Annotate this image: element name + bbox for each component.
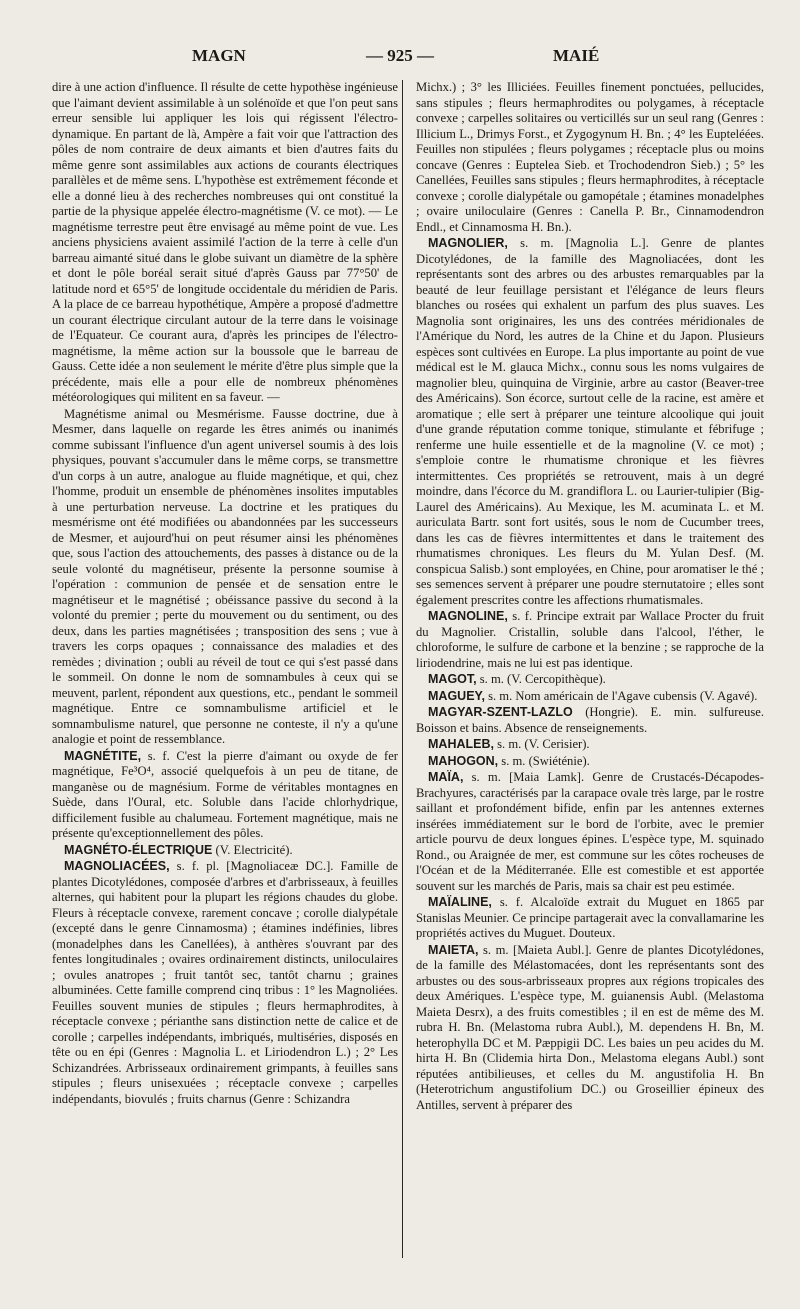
headword: MAGNÉTITE, — [64, 748, 142, 763]
entry-magyar-szent-lazlo — [416, 705, 764, 736]
definition: (Hongrie). E. min. sulfureuse. Boisson et bains. Absence de renseignements. — [416, 705, 764, 735]
definition: s. m. [Magnolia L.]. Genre de plantes Dicotylédones, de la famille des Magnoliacées, dont les représentants sont des arbres ou des arbustes remarquables par la beauté de leur feuillage persistant et l'élégance de leurs fleurs blanches ou rosées qui exhalent un parfum des plus suaves. Les Magnolia sont originaires, les uns des contrées méridionales de l'Amérique du Nord, les autres de la Chine et du Japon. Plusieurs espèces sont cultivées en Europe. La plus importante au point de vue médical est le M. glauca Michx., connu sous les noms vulgaires de magnolier bleu, quinquina de Virginie, arbre au castor (Beaver-tree des Américains). Son écorce, surtout celle de la racine, est amère et aromatique ; elle sert à préparer une teinture alcoolique qui jouit d'une grande réputation comme tonique, stimulante et fébrifuge ; renferme une huile essentielle et de la magnoline (V. ce mot) ; s'emploie contre le rhumatisme chronique et les fièvres intermittentes. Ces propriétés se retrouvent, mais à un degré moindre, dans l'écorce du M. grandiflora L. ou Laurier-tulipier (Big-Laurel des Américains). Au Mexique, les M. acuminata L. et M. auriculata Bartr. sont fort usités, sous le nom de Cucumber trees, dans les cas de fièvres intermittentes et dans le traitement des rhumatismes chroniques. Les fleurs du M. Yulan Desf. (M. conspicua Salisb.) sont employées, en Chine, pour aromatiser le thé ; ses semences servent à préparer une poudre sternutatoire ; elles sont également prescrites contre les affections rhumatismales. — [416, 236, 764, 607]
headword: MAHALEB, — [428, 737, 494, 751]
entry-maialine — [416, 895, 764, 942]
entry-maia — [416, 770, 764, 894]
headword: MAÏALINE, — [428, 895, 492, 909]
entry-mahaleb — [416, 737, 764, 753]
magnoliacees-continuation: Michx.) ; 3° les Illiciées. Feuilles finement ponctuées, pellucides, sans stipules ; fleurs hermaphrodites ou polygames, à réceptacle convexe ; carpelles solitaires ou verticillés sur un seul rang (Genres : Illicium L., Drimys Forst., et Zygogynum H. Bn. ; 4° les Eupteléées. Feuilles non stipulées ; fleurs polygames ; réceptacle plus ou moins concave (Genres : Euptelea Sieb. et Trochodendron Sieb.) ; 5° les Canellées, Feuilles sans stipules ; fleurs hermaphrodites, à réceptacle convexe ; corolle dialypétale ou gamopétale ; étamines monadelphes ; ovaire uniloculaire (Genres : Canella P. Br., Cinnamodendron Endl., et Cinnamosma H. Bn.). — [416, 80, 764, 234]
definition: s. m. (V. Cerisier). — [497, 737, 590, 751]
headword: MAGNÉTO-ÉLECTRIQUE — [64, 842, 213, 857]
headword: MAGOT, — [428, 672, 477, 686]
definition: s. f. pl. [Magnoliaceæ DC.]. Famille de plantes Dicotylédones, composée d'arbres et d'arbrisseaux, à feuilles alternes, qui habitent pour la plupart les régions chaudes du globe. Fleurs à réceptacle convexe, rarement concave ; corolle dialypétale (excepté dans le genre Cinnamosma) ; étamines indéfinies, libres (monadelphes dans les Canellées), à anthères s'ouvrant par des fentes longitudinales ; ovaires ordinairement distincts, uniloculaires ; ovules anatropes ; fruit tantôt sec, tantôt charnu ; graines albuminées. Cette famille comprend cinq tribus : 1° les Magnoliées. Feuilles souvent munies de stipules ; fleurs hermaphrodites, à réceptacle convexe ; périanthe sans distinction nette de calice et de corolle ; carpelles indépendants, imbriqués, multiséries, disposés en tête ou en épi (Genres : Magnolia L. et Liriodendron L.) ; 2° Les Schizandrées. Arbrisseaux ordinairement grimpants, à feuilles sans stipules ; fleurs unisexuées ; réceptacle convexe ; carpelles indépendants, biovulés ; fruits charnus (Genre : Schizandra — [52, 859, 398, 1106]
entry-mahogon — [416, 754, 764, 770]
headword: MAÏA, — [428, 770, 464, 784]
definition: s. m. (Swiéténie). — [501, 753, 590, 768]
header-left-guideword: MAGN — [192, 46, 246, 65]
definition: s. m. (V. Cercopithèque). — [479, 672, 606, 686]
headword: MAIETA, — [428, 942, 479, 957]
entry-magnolier — [416, 236, 764, 608]
headword: MAGYAR-SZENT-LAZLO — [428, 705, 573, 719]
running-header — [0, 40, 800, 70]
headword: MAGNOLIACÉES, — [64, 859, 170, 873]
left-column — [52, 80, 398, 1260]
definition: s. f. Principe extrait par Wallace Procter du fruit du Magnolier. Cristallin, soluble dans l'alcool, l'éther, le chloroforme, le sulfure de carbone et la benzine ; se rapproche de la liriodendrine, mais ne lui est pas identique. — [416, 609, 764, 670]
headword: MAGNOLINE, — [428, 609, 508, 623]
entry-maieta — [416, 943, 764, 1114]
headword: MAGUEY, — [428, 688, 485, 703]
entry-magneto-electrique — [52, 843, 398, 859]
page-number: — 925 — — [366, 46, 434, 65]
entry-magnoliacees — [52, 859, 398, 1107]
right-column — [416, 80, 764, 1260]
headword: MAGNOLIER, — [428, 236, 508, 250]
magnetisme-animal-paragraph: Magnétisme animal ou Mesmérisme. Fausse doctrine, due à Mesmer, dans laquelle on regarde les êtres animés ou inanimés comme subissant l'influence d'un agent universel soumis à des lois physiques, pouvant s'accumuler dans le même corps, se transmettre d'un corps à un autre, analogue au fluide magnétique, et qui, chez l'homme, produit un ensemble de phénomènes insolites imputables à une perturbation nerveuse. La doctrine et les pratiques du mesmérisme ont été modifiées ou abandonnées par les successeurs de Mesmer, et aujourd'hui on peut résumer ainsi les phénomènes que, sous l'action des attouchements, des passes à distance ou de la seule volonté du magnétiseur, présente la personne soumise à l'opération : communion de pensée et de sensation entre le magnétiseur et le magnétisé ; obéissance passive du second à la volonté du premier ; perte du mouvement ou du sentiment, ou des deux, dans les parties magnétisées ; transposition des sens ; vue à travers les corps opaques ; connaissance des maladies et des remèdes ; divination ; oubli au réveil de tout ce qui s'est passé dans le sommeil. On donne le nom de somnambules à ceux qui se meuvent, parlent, répondent aux questions, etc., pendant le sommeil magnétique. Entre ce somnambulisme artificiel et le somnambulisme naturel, que personne ne conteste, il n'y a qu'une analogie et point de ressemblance. — [52, 406, 398, 746]
header-right-guideword: MAIÉ — [553, 46, 600, 65]
headword: MAHOGON, — [428, 753, 499, 768]
definition: s. f. C'est la pierre d'aimant ou oxyde de fer magnétique, Fe³O⁴, associé quelquefois à un peu de titane, de manganèse ou de magnésium. Forme de véritables montagnes en Suède, dans l'Oural, etc. Soluble dans l'acide chlorhydrique, difficilement fusible au chalumeau. Fortement magnétique, mais ne présente qu'exceptionnellement des pôles. — [52, 748, 398, 840]
column-divider — [402, 80, 403, 1258]
entry-magot — [416, 672, 764, 688]
definition: s. m. Nom américain de l'Agave cubensis (V. Agavé). — [488, 688, 758, 703]
definition: s. f. Alcaloïde extrait du Muguet en 1865 par Stanislas Meunier. Ce principe partagerait avec la convallamarine les propriétés actives du Muguet. Douteux. — [416, 895, 764, 940]
entry-magnetite — [52, 749, 398, 842]
definition: s. m. [Maieta Aubl.]. Genre de plantes Dicotylédones, de la famille des Mélastomacées, dont les représentants sont des arbustes ou des sous-arbrisseaux propres aux régions tropicales des deux Amériques. L'espèce type, M. guianensis Aubl. (Melastoma Maieta Desrx), a des fruits comestibles ; il en est de même des M. rubra H. Bn. (Melastoma rubra Aubl.), M. dependens H. Bn, M. heterophylla DC et M. Pæppigii DC. Les baies un peu acides du M. hirta H. Bn (Clidemia hirta Don., Melastoma elegans Aubl.) sont réputées antibilieuses, et celles du M. angustifolia H. Bn (Heterotrichum angustifolium DC.) ou Groseillier épineux des Antilles, servent à préparer des — [416, 942, 764, 1112]
entry-magnoline — [416, 609, 764, 671]
definition: s. m. [Maia Lamk]. Genre de Crustacés-Décapodes-Brachyures, caractérisés par la carapace ovale très large, par le rostre saillant et profondément bifide, enfin par les antennes externes insérées immédiatement sur le bord de l'orbite, avec le premier article pourvu de deux longues épines. L'espèce type, M. squinado Rond., ou Araignée de mer, est commune sur les côtes rocheuses de l'Océan et de la Méditerranée. Elle est comestible et est apportée souvent sur les marchés de Paris, mais sa chair est peu estimée. — [416, 770, 764, 893]
entry-maguey — [416, 689, 764, 705]
magnetisme-continuation: dire à une action d'influence. Il résulte de cette hypothèse ingénieuse que l'aimant devient assimilable à un solénoïde et que l'on peut sans erreur sensible lui appliquer les lois qui régissent l'électro-dynamique. En partant de là, Ampère a fait voir que l'attraction des pôles de nom contraire de deux aimants et bien d'autres faits du même genre sont assimilables aux actions de courants électriques parallèles et de même sens. L'hypothèse est extrêmement féconde et elle a donné lieu à des recherches nombreuses qui ont constitué la partie de la physique appelée électro-magnétisme (V. ce mot). — Le magnétisme terrestre peut être envisagé au même point de vue. Les anciens physiciens avaient assimilé l'action de la terre à celle d'un barreau aimanté situé dans le globe suivant un diamètre de la sphère et dont le pôle boréal serait situé d'après Gauss par 77°50' de latitude nord et 65°5' de longitude occidentale du méridien de Paris. A la place de ce barreau hypothétique, Ampère a proposé d'admettre un courant électrique circulant autour de la terre dans le voisinage de l'Equateur. Ce courant aura, d'après les principes de l'électro-magnétisme, la même action sur la boussole que le barreau de Gauss. Cette idée a non seulement le mérite d'être plus simple que la précédente, mais elle a pour elle de nombreux phénomènes météorologiques qui militent en sa faveur. — — [52, 80, 398, 404]
definition: (V. Electricité). — [215, 842, 293, 857]
